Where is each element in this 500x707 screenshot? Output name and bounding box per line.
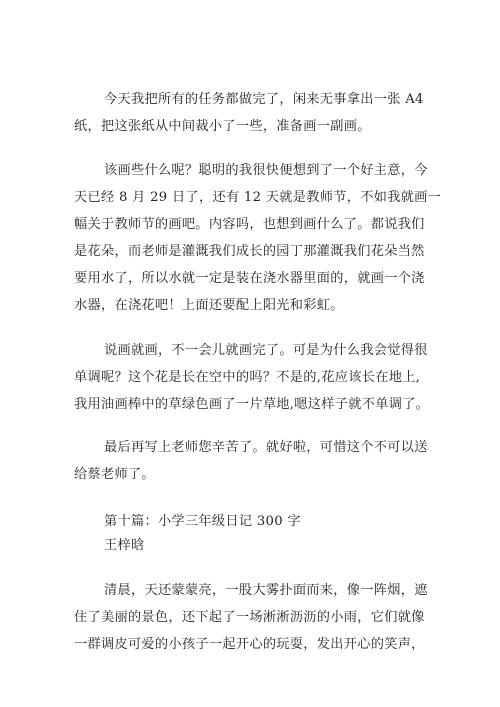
paragraph-3-line-1: 说画就画，不一会儿就画完了。可是为什么我会觉得很 xyxy=(104,343,428,358)
paragraph-7-line-1: 清晨，天还蒙蒙亮，一股大雾扑面而来，像一阵烟，遮 xyxy=(104,583,428,598)
paragraph-2-line-5: 要用水了，所以水就一定是装在浇水器里面的，就画一个浇 xyxy=(74,271,425,286)
paragraph-4-line-2: 给蔡老师了。 xyxy=(74,467,155,482)
paragraph-3-line-2: 单调呢？这个花是长在空中的吗？不是的,花应该长在地上, xyxy=(74,370,421,385)
author-name: 王梓晗 xyxy=(104,538,145,553)
paragraph-2-line-6: 水器，在浇花吧！上面还要配上阳光和彩虹。 xyxy=(74,298,344,313)
paragraph-2-line-2: 天已经 8 月 29 日了，还有 12 天就是教师节，不如我就画一 xyxy=(74,190,442,205)
section-heading: 第十篇：小学三年级日记 300 字 xyxy=(104,514,301,529)
paragraph-2-line-3: 幅关于教师节的画吧。内容吗，也想到画什么了。都说我们 xyxy=(74,217,425,232)
paragraph-1-line-1: 今天我把所有的任务都做完了，闲来无事拿出一张 A4 xyxy=(104,92,424,107)
paragraph-2-line-1: 该画些什么呢？聪明的我很快便想到了一个好主意，今 xyxy=(104,163,428,178)
paragraph-1-line-2: 纸，把这张纸从中间裁小了一些，准备画一副画。 xyxy=(74,119,371,134)
paragraph-3-line-3: 我用油画棒中的草绿色画了一片草地,嗯这样子就不单调了。 xyxy=(74,397,430,412)
paragraph-7-line-3: 一群调皮可爱的小孩子一起开心的玩耍，发出开心的笑声， xyxy=(74,637,425,652)
paragraph-7-line-2: 住了美丽的景色，还下起了一场淅淅沥沥的小雨，它们就像 xyxy=(74,610,425,625)
paragraph-2-line-4: 是花朵，而老师是灌溉我们成长的园丁那灌溉我们花朵当然 xyxy=(74,244,425,259)
paragraph-4-line-1: 最后再写上老师您辛苦了。就好啦，可惜这个不可以送 xyxy=(104,440,428,455)
